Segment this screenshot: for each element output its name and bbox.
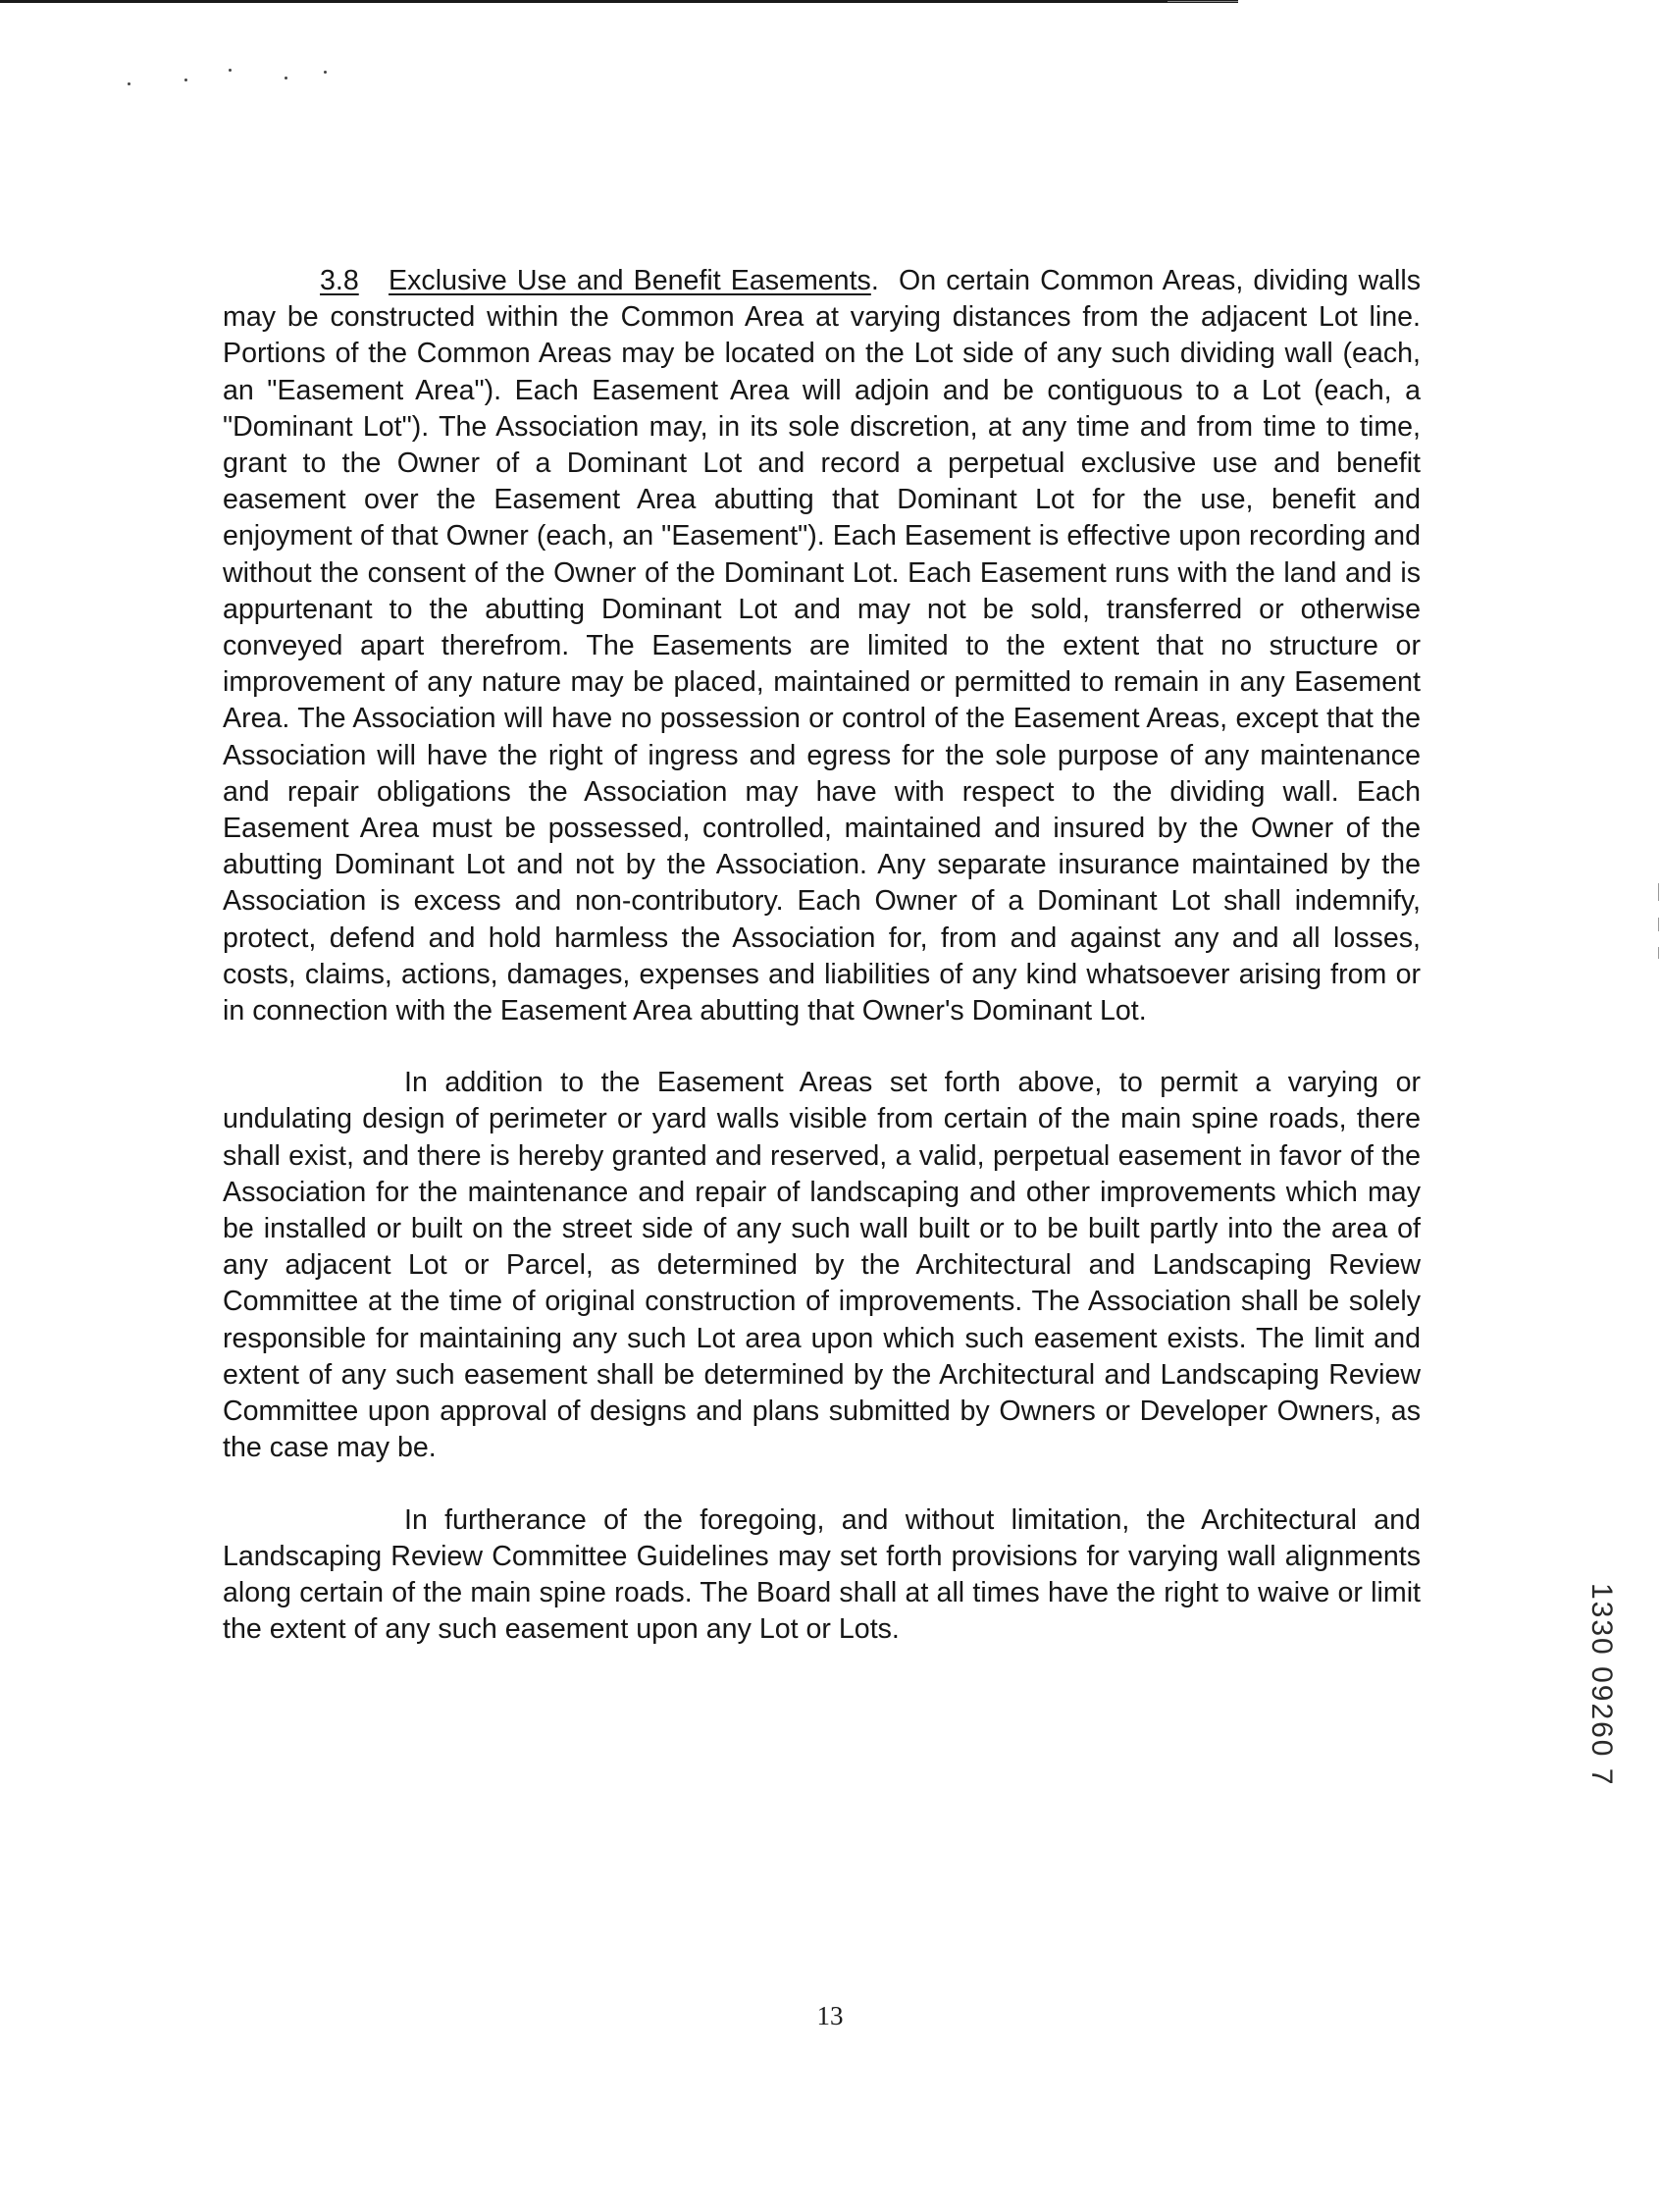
- scan-speck: [229, 69, 232, 72]
- bates-number: 1330 09260 7: [1585, 1583, 1618, 1787]
- section-paragraph: [223, 263, 1421, 1029]
- section-number: 3.8: [320, 265, 359, 296]
- top-scan-rule-faint: [1167, 1, 1238, 2]
- body-paragraph: [223, 1502, 1421, 1649]
- section-paragraph-text: On certain Common Areas, dividing walls may be constructed within the Common Area at varying distances from the adjacent Lot line. Portions of the Common Areas may be located on the Lot side of any such dividing wall (each, an "Easement Area"). Each Easement Area will adjoin and be contiguous to a Lot (each, a "Dominant Lot"). The Association may, in its sole discretion, at any time and from time to time, grant to the Owner of a Dominant Lot and record a perpetual exclusive use and benefit easement over the Easement Area abutting that Dominant Lot for the use, benefit and enjoyment of that Owner (each, an "Easement"). Each Easement is effective upon recording and without the consent of the Owner of the Dominant Lot. Each Easement runs with the land and is appurtenant to the abutting Dominant Lot and may not be sold, transferred or otherwise conveyed apart therefrom. The Easements are limited to the extent that no structure or improvement of any nature may be placed, maintained or permitted to remain in any Easement Area. The Association will have no possession or control of the Easement Areas, except that the Association will have the right of ingress and egress for the sole purpose of any maintenance and repair obligations the Association may have with respect to the dividing wall. Each Easement Area must be possessed, controlled, maintained and insured by the Owner of the abutting Dominant Lot and not by the Association. Any separate insurance maintained by the Association is excess and non-contributory. Each Owner of a Dominant Lot shall indemnify, protect, defend and hold harmless the Association for, from and against any and all losses, costs, claims, actions, damages, expenses and liabilities of any kind whatsoever arising from or in connection with the Easement Area abutting that Owner's Dominant Lot.: [223, 265, 1422, 1027]
- section-heading-punct: .: [870, 265, 879, 296]
- scan-edge-mark: [1658, 918, 1659, 931]
- scan-speck: [128, 82, 130, 85]
- body-paragraph: [223, 1065, 1421, 1466]
- scan-speck: [184, 79, 187, 81]
- section-heading: Exclusive Use and Benefit Easements: [389, 265, 871, 296]
- scan-edge-mark: [1658, 883, 1659, 901]
- scan-speck: [285, 77, 287, 79]
- document-body: [223, 263, 1421, 1648]
- body-paragraph-text: In furtherance of the foregoing, and without limitation, the Architectural and Landscaping Review Committee Guidelines may set forth provisions for varying wall alignments along certain of the main spine roads. The Board shall at all times have the right to waive or limit the extent of any such easement upon any Lot or Lots.: [223, 1503, 1421, 1646]
- page-number: 13: [816, 2001, 844, 2030]
- top-scan-rule: [0, 0, 1238, 3]
- scan-edge-mark: [1658, 947, 1659, 959]
- body-paragraph-text: In addition to the Easement Areas set forth above, to permit a varying or undulating design of perimeter or yard walls visible from certain of the main spine roads, there shall exist, and there is hereby granted and reserved, a valid, perpetual easement in favor of the Association for the maintenance and repair of landscaping and other improvements which may be installed or built on the street side of any such wall built or to be built partly into the area of any adjacent Lot or Parcel, as determined by the Architectural and Landscaping Review Committee at the time of original construction of improvements. The Association shall be solely responsible for maintaining any such Lot area upon which such easement exists. The limit and extent of any such easement shall be determined by the Architectural and Landscaping Review Committee upon approval of designs and plans submitted by Owners or Developer Owners, as the case may be.: [223, 1067, 1421, 1464]
- scan-speck: [324, 71, 327, 74]
